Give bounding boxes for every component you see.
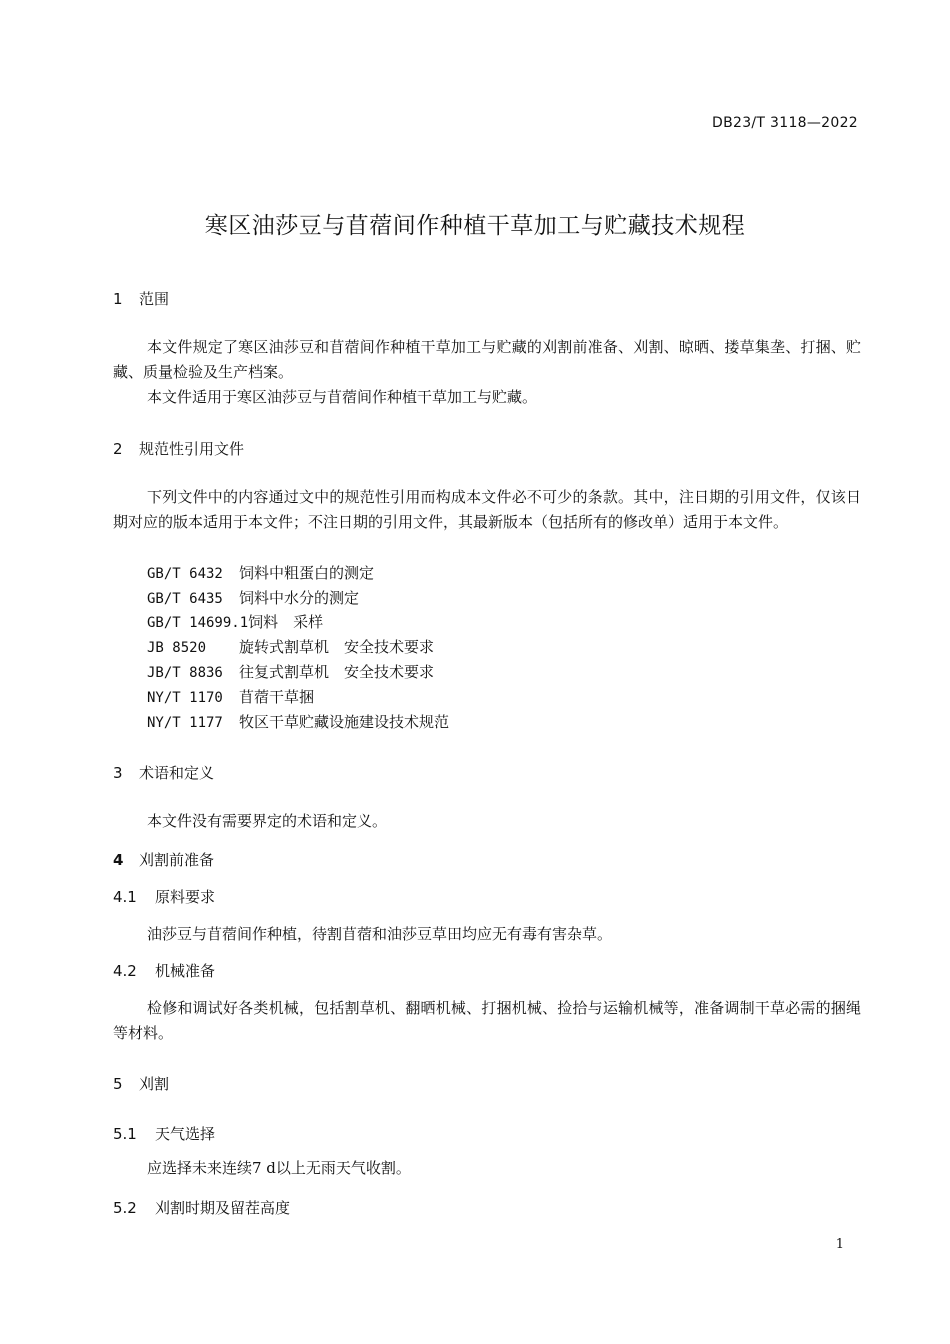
section-number: 3 — [113, 764, 123, 782]
section-number: 4 — [113, 851, 124, 869]
section-1-paragraph-2: 本文件适用于寒区油莎豆与苜蓿间作种植干草加工与贮藏。 — [147, 388, 538, 406]
section-4-2-paragraph: 检修和调试好各类机械，包括割草机、翻晒机械、打捆机械、捡拾与运输机械等，准备调制干草必需的捆绳等材料。 — [113, 999, 861, 1042]
section-5-1-heading — [113, 1123, 215, 1144]
section-2-paragraph-1: 下列文件中的内容通过文中的规范性引用而构成本文件必不可少的条款。其中，注日期的引用文件，仅该日期对应的版本适用于本文件；不注日期的引用文件，其最新版本（包括所有的修改单）适用于本文件。 — [113, 488, 861, 531]
reference-code: NY/T 1177 — [147, 715, 223, 731]
reference-item — [147, 711, 449, 732]
section-4-1-heading — [113, 886, 215, 907]
subsection-title: 天气选择 — [155, 1125, 216, 1143]
reference-item — [147, 562, 374, 583]
section-title: 范围 — [139, 290, 170, 308]
section-5-1-paragraph: 应选择未来连续7 d以上无雨天气收割。 — [147, 1159, 411, 1177]
subsection-number: 4.2 — [113, 962, 137, 980]
reference-name: 苜蓿干草捆 — [239, 688, 315, 706]
section-title: 术语和定义 — [139, 764, 215, 782]
reference-name: 旋转式割草机 安全技术要求 — [239, 638, 435, 656]
section-3-heading — [113, 762, 214, 783]
reference-item — [147, 587, 359, 608]
section-number: 1 — [113, 290, 123, 308]
section-title: 规范性引用文件 — [139, 440, 245, 458]
reference-code: GB/T 6435 — [147, 591, 223, 607]
section-4-2-heading — [113, 960, 215, 981]
section-title: 刈割 — [139, 1075, 170, 1093]
subsection-title: 刈割时期及留茬高度 — [155, 1199, 291, 1217]
subsection-number: 5.2 — [113, 1199, 137, 1217]
subsection-number: 4.1 — [113, 888, 137, 906]
section-title: 刈割前准备 — [139, 851, 215, 869]
document-number: DB23/T 3118—2022 — [712, 115, 858, 131]
section-number: 5 — [113, 1075, 123, 1093]
reference-item — [147, 686, 314, 707]
reference-name: 饲料中水分的测定 — [239, 589, 360, 607]
reference-code: JB 8520 — [147, 640, 207, 656]
reference-code: JB/T 8836 — [147, 665, 223, 681]
subsection-title: 机械准备 — [155, 962, 216, 980]
reference-code: GB/T 14699.1 — [147, 615, 249, 631]
reference-item — [147, 661, 434, 682]
section-1-heading — [113, 288, 169, 309]
section-2-heading — [113, 438, 244, 459]
section-1-paragraph-1: 本文件规定了寒区油莎豆和苜蓿间作种植干草加工与贮藏的刈割前准备、刈割、晾晒、搂草集垄、打捆、贮藏、质量检验及生产档案。 — [113, 338, 861, 381]
section-4-heading — [113, 849, 214, 870]
reference-name: 饲料中粗蛋白的测定 — [239, 564, 375, 582]
subsection-number: 5.1 — [113, 1125, 137, 1143]
section-5-2-heading — [113, 1197, 290, 1218]
section-3-paragraph-1: 本文件没有需要界定的术语和定义。 — [147, 812, 388, 830]
reference-item — [147, 611, 323, 632]
reference-name: 牧区干草贮藏设施建设技术规范 — [239, 713, 450, 731]
section-4-1-paragraph: 油莎豆与苜蓿间作种植，待割苜蓿和油莎豆草田均应无有毒有害杂草。 — [147, 925, 613, 943]
subsection-title: 原料要求 — [155, 888, 216, 906]
document-title: 寒区油莎豆与苜蓿间作种植干草加工与贮藏技术规程 — [204, 213, 746, 239]
section-5-heading — [113, 1073, 169, 1094]
reference-code: NY/T 1170 — [147, 690, 223, 706]
reference-name: 往复式割草机 安全技术要求 — [239, 663, 435, 681]
reference-name: 饲料 采样 — [248, 613, 324, 631]
reference-item — [147, 636, 434, 657]
reference-code: GB/T 6432 — [147, 566, 223, 582]
section-number: 2 — [113, 440, 123, 458]
page-number: 1 — [835, 1237, 844, 1252]
